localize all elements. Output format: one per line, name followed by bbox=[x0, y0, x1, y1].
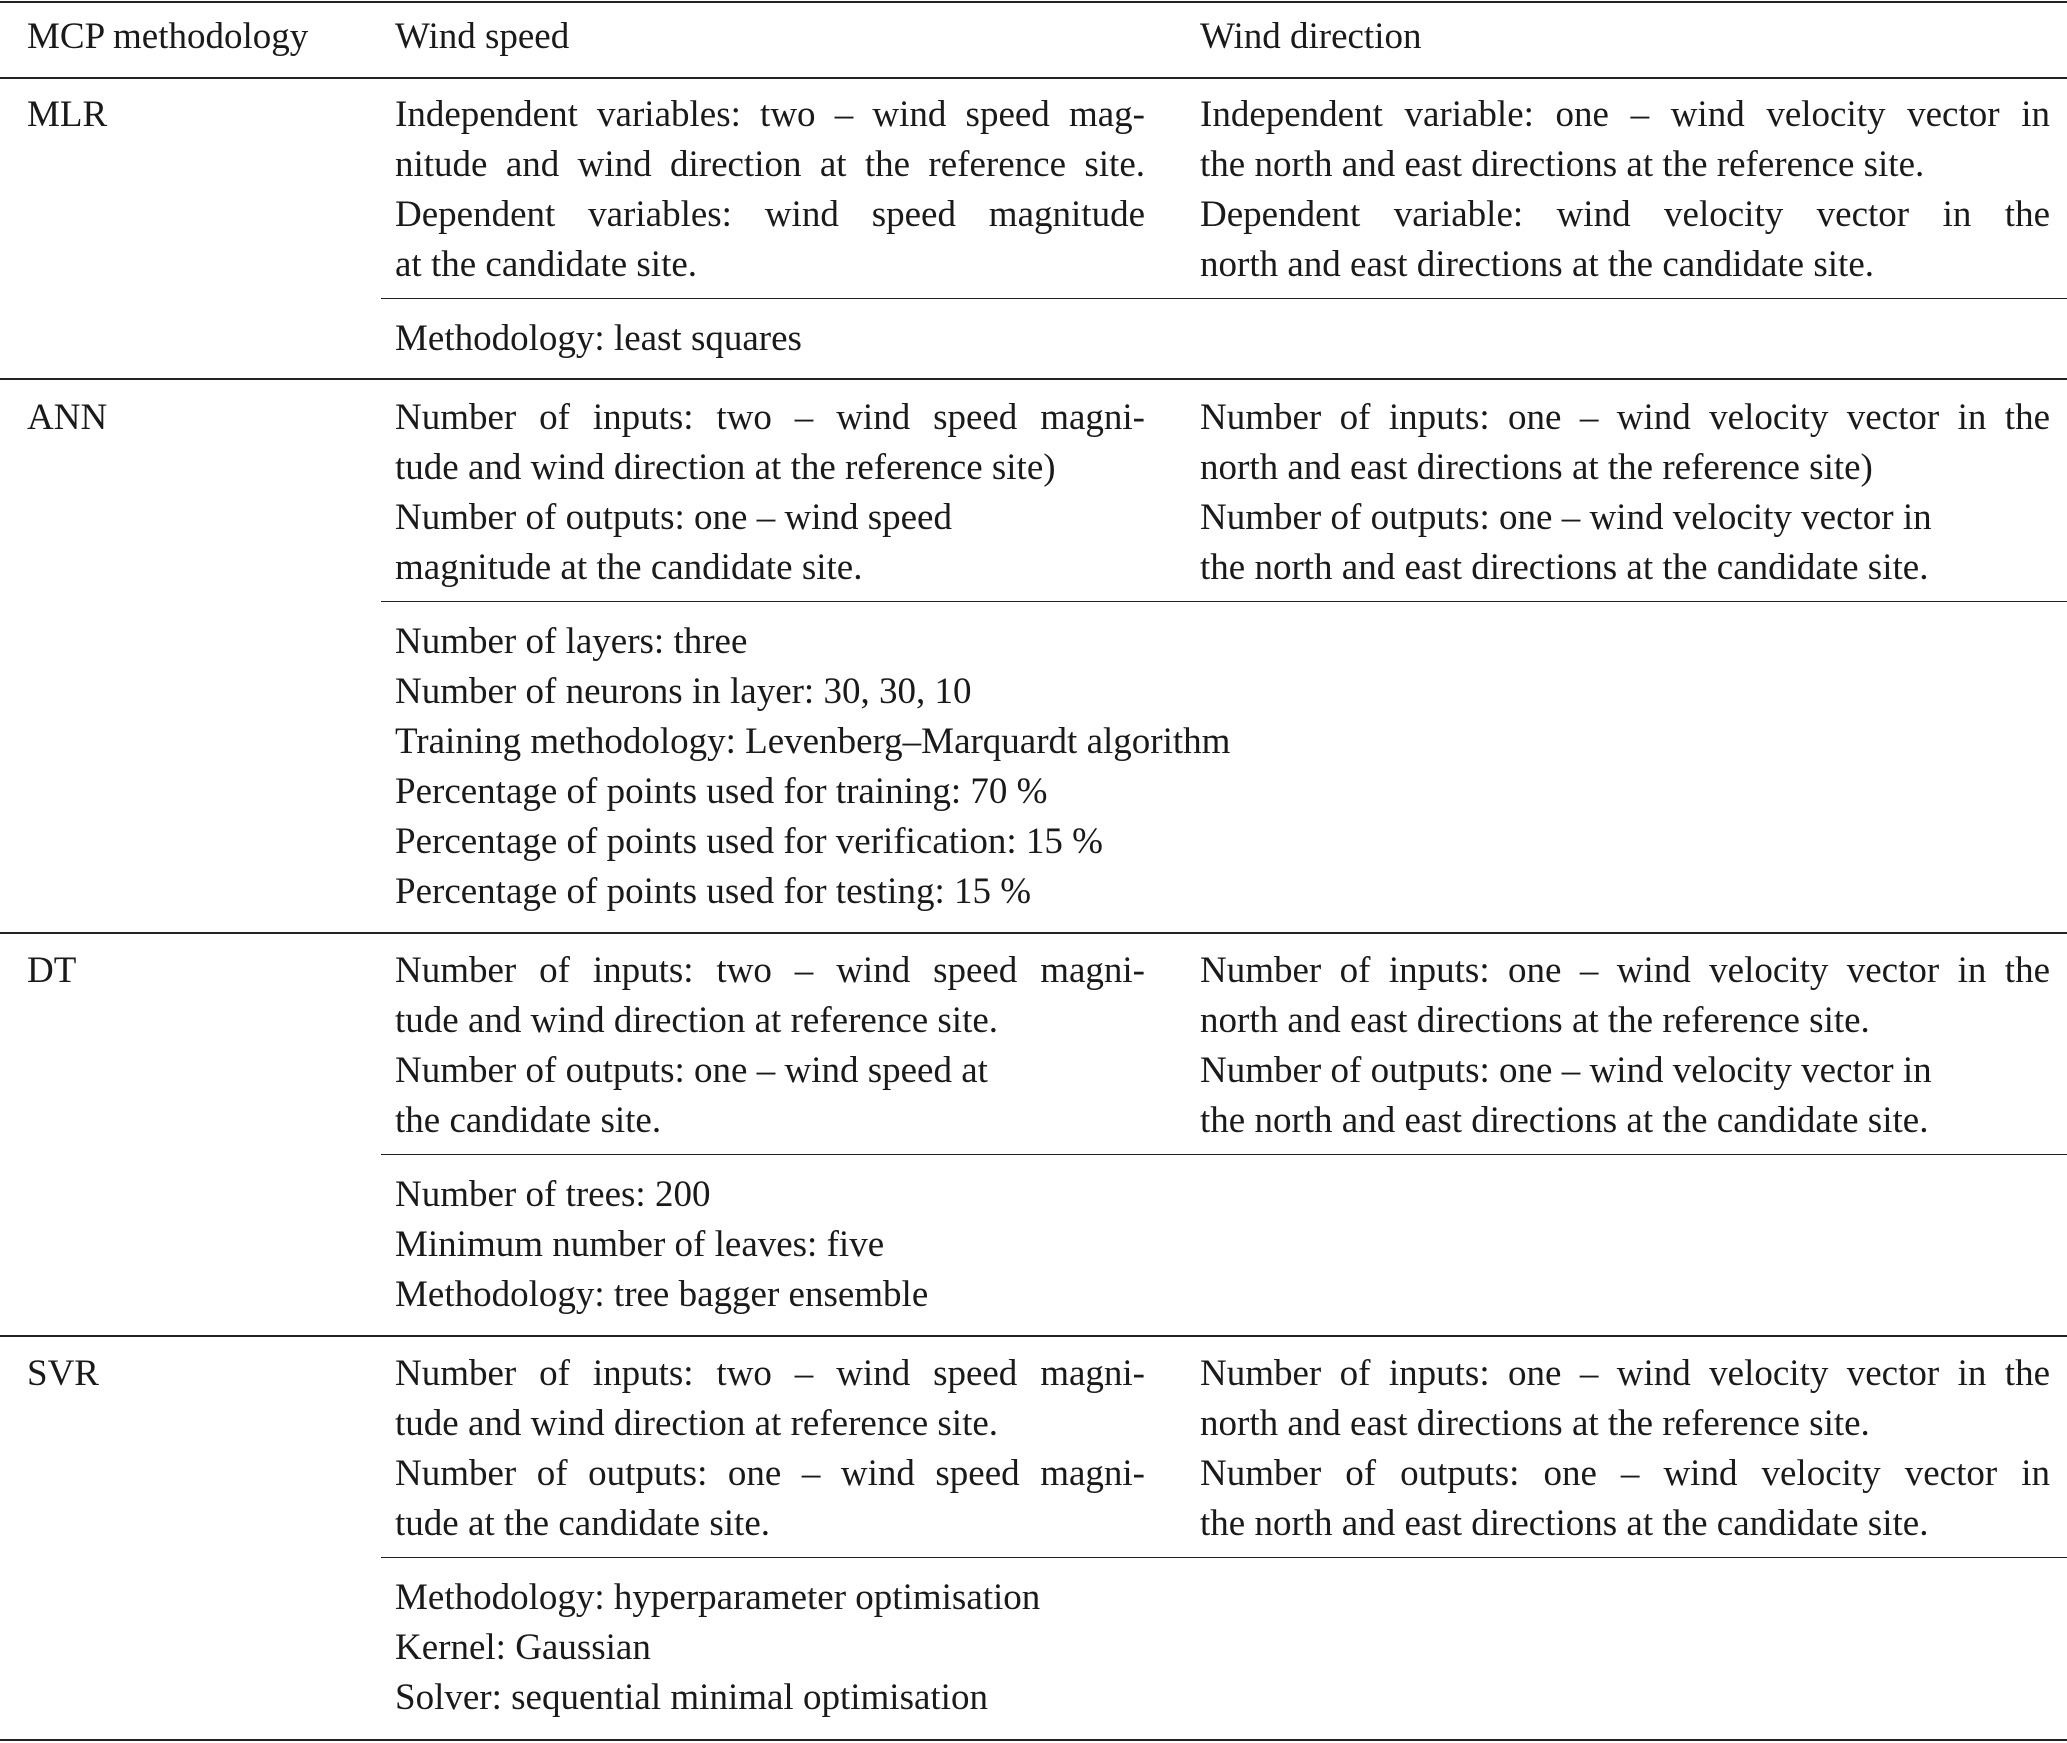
text-line: Kernel: Gaussian bbox=[395, 1627, 651, 1668]
mlr-sub-rule bbox=[381, 298, 2067, 299]
mlr-bottom-rule bbox=[0, 378, 2067, 380]
text-line: north and east directions at the reference site) bbox=[1200, 447, 1873, 488]
text-line: Independent variables: two – wind speed mag- bbox=[395, 94, 1145, 135]
ann-wind-speed bbox=[395, 393, 1145, 593]
text-line: Number of inputs: one – wind velocity vector in the bbox=[1200, 950, 2050, 991]
text-line: Number of trees: 200 bbox=[395, 1174, 711, 1215]
ann-shared-params bbox=[395, 617, 1231, 917]
text-line: the north and east directions at the candidate site. bbox=[1200, 1100, 1929, 1141]
ann-wind-direction bbox=[1200, 393, 2050, 593]
dt-shared-params bbox=[395, 1170, 1145, 1320]
text-line: Number of outputs: one – wind velocity vector in bbox=[1200, 1453, 2050, 1494]
svr-wind-direction bbox=[1200, 1349, 2050, 1549]
text-line: Number of inputs: two – wind speed magni- bbox=[395, 950, 1145, 991]
text-line: tude and wind direction at reference site. bbox=[395, 1403, 999, 1444]
dt-bottom-rule bbox=[0, 1335, 2067, 1337]
text-line: north and east directions at the reference site. bbox=[1200, 1000, 1870, 1041]
text-line: at the candidate site. bbox=[395, 244, 698, 285]
text-line: nitude and wind direction at the reference site. bbox=[395, 144, 1145, 185]
row-method-dt: DT bbox=[27, 950, 77, 991]
mlr-wind-speed bbox=[395, 90, 1145, 290]
text-line: Solver: sequential minimal optimisation bbox=[395, 1677, 988, 1718]
text-line: Number of neurons in layer: 30, 30, 10 bbox=[395, 671, 972, 712]
svr-shared-params bbox=[395, 1573, 1145, 1723]
top-rule bbox=[0, 1, 2067, 3]
svr-wind-speed bbox=[395, 1349, 1145, 1549]
text-line: north and east directions at the candidate site. bbox=[1200, 244, 1874, 285]
header-wind-direction: Wind direction bbox=[1200, 16, 1422, 57]
text-line: Percentage of points used for testing: 15 % bbox=[395, 871, 1032, 912]
text-line: the north and east directions at the reference site. bbox=[1200, 144, 1925, 185]
text-line: Number of outputs: one – wind velocity vector in bbox=[1200, 1050, 1932, 1091]
text-line: Dependent variables: wind speed magnitude bbox=[395, 194, 1145, 235]
text-line: Percentage of points used for training: 70 % bbox=[395, 771, 1048, 812]
text-line: Number of inputs: two – wind speed magni- bbox=[395, 1353, 1145, 1394]
text-line: magnitude at the candidate site. bbox=[395, 547, 863, 588]
text-line: Number of outputs: one – wind velocity vector in bbox=[1200, 497, 1932, 538]
text-line: tude and wind direction at the reference site) bbox=[395, 447, 1056, 488]
mlr-wind-direction bbox=[1200, 90, 2050, 290]
header-mcp-methodology: MCP methodology bbox=[27, 16, 309, 57]
text-line: Number of outputs: one – wind speed bbox=[395, 497, 952, 538]
text-line: Number of inputs: two – wind speed magni- bbox=[395, 397, 1145, 438]
table-bottom-rule bbox=[0, 1739, 2067, 1741]
text-line: tude and wind direction at reference site. bbox=[395, 1000, 999, 1041]
dt-wind-speed bbox=[395, 946, 1145, 1146]
text-line: Number of inputs: one – wind velocity vector in the bbox=[1200, 1353, 2050, 1394]
text-line: Methodology: tree bagger ensemble bbox=[395, 1274, 929, 1315]
text-line: Dependent variable: wind velocity vector in the bbox=[1200, 194, 2050, 235]
ann-bottom-rule bbox=[0, 932, 2067, 934]
dt-wind-direction bbox=[1200, 946, 2050, 1146]
text-line: the north and east directions at the candidate site. bbox=[1200, 547, 1929, 588]
text-line: the candidate site. bbox=[395, 1100, 662, 1141]
row-method-mlr: MLR bbox=[27, 94, 108, 135]
ann-sub-rule bbox=[381, 601, 2067, 602]
text-line: Methodology: least squares bbox=[395, 318, 802, 359]
text-line: Number of layers: three bbox=[395, 621, 748, 662]
text-line: Number of outputs: one – wind speed at bbox=[395, 1050, 988, 1091]
text-line: tude at the candidate site. bbox=[395, 1503, 770, 1544]
svr-sub-rule bbox=[381, 1557, 2067, 1558]
header-rule bbox=[0, 77, 2067, 79]
text-line: Percentage of points used for verification: 15 % bbox=[395, 821, 1103, 862]
text-line: Methodology: hyperparameter optimisation bbox=[395, 1577, 1041, 1618]
text-line: north and east directions at the reference site. bbox=[1200, 1403, 1870, 1444]
text-line: Training methodology: Levenberg–Marquardt algorithm bbox=[395, 721, 1231, 762]
header-wind-speed: Wind speed bbox=[395, 16, 570, 57]
dt-sub-rule bbox=[381, 1154, 2067, 1155]
text-line: Independent variable: one – wind velocity vector in bbox=[1200, 94, 2050, 135]
text-line: Number of inputs: one – wind velocity vector in the bbox=[1200, 397, 2050, 438]
text-line: Number of outputs: one – wind speed magni- bbox=[395, 1453, 1145, 1494]
mlr-shared-params bbox=[395, 314, 1145, 364]
row-method-svr: SVR bbox=[27, 1353, 99, 1394]
row-method-ann: ANN bbox=[27, 397, 108, 438]
text-line: Minimum number of leaves: five bbox=[395, 1224, 885, 1265]
text-line: the north and east directions at the candidate site. bbox=[1200, 1503, 1929, 1544]
